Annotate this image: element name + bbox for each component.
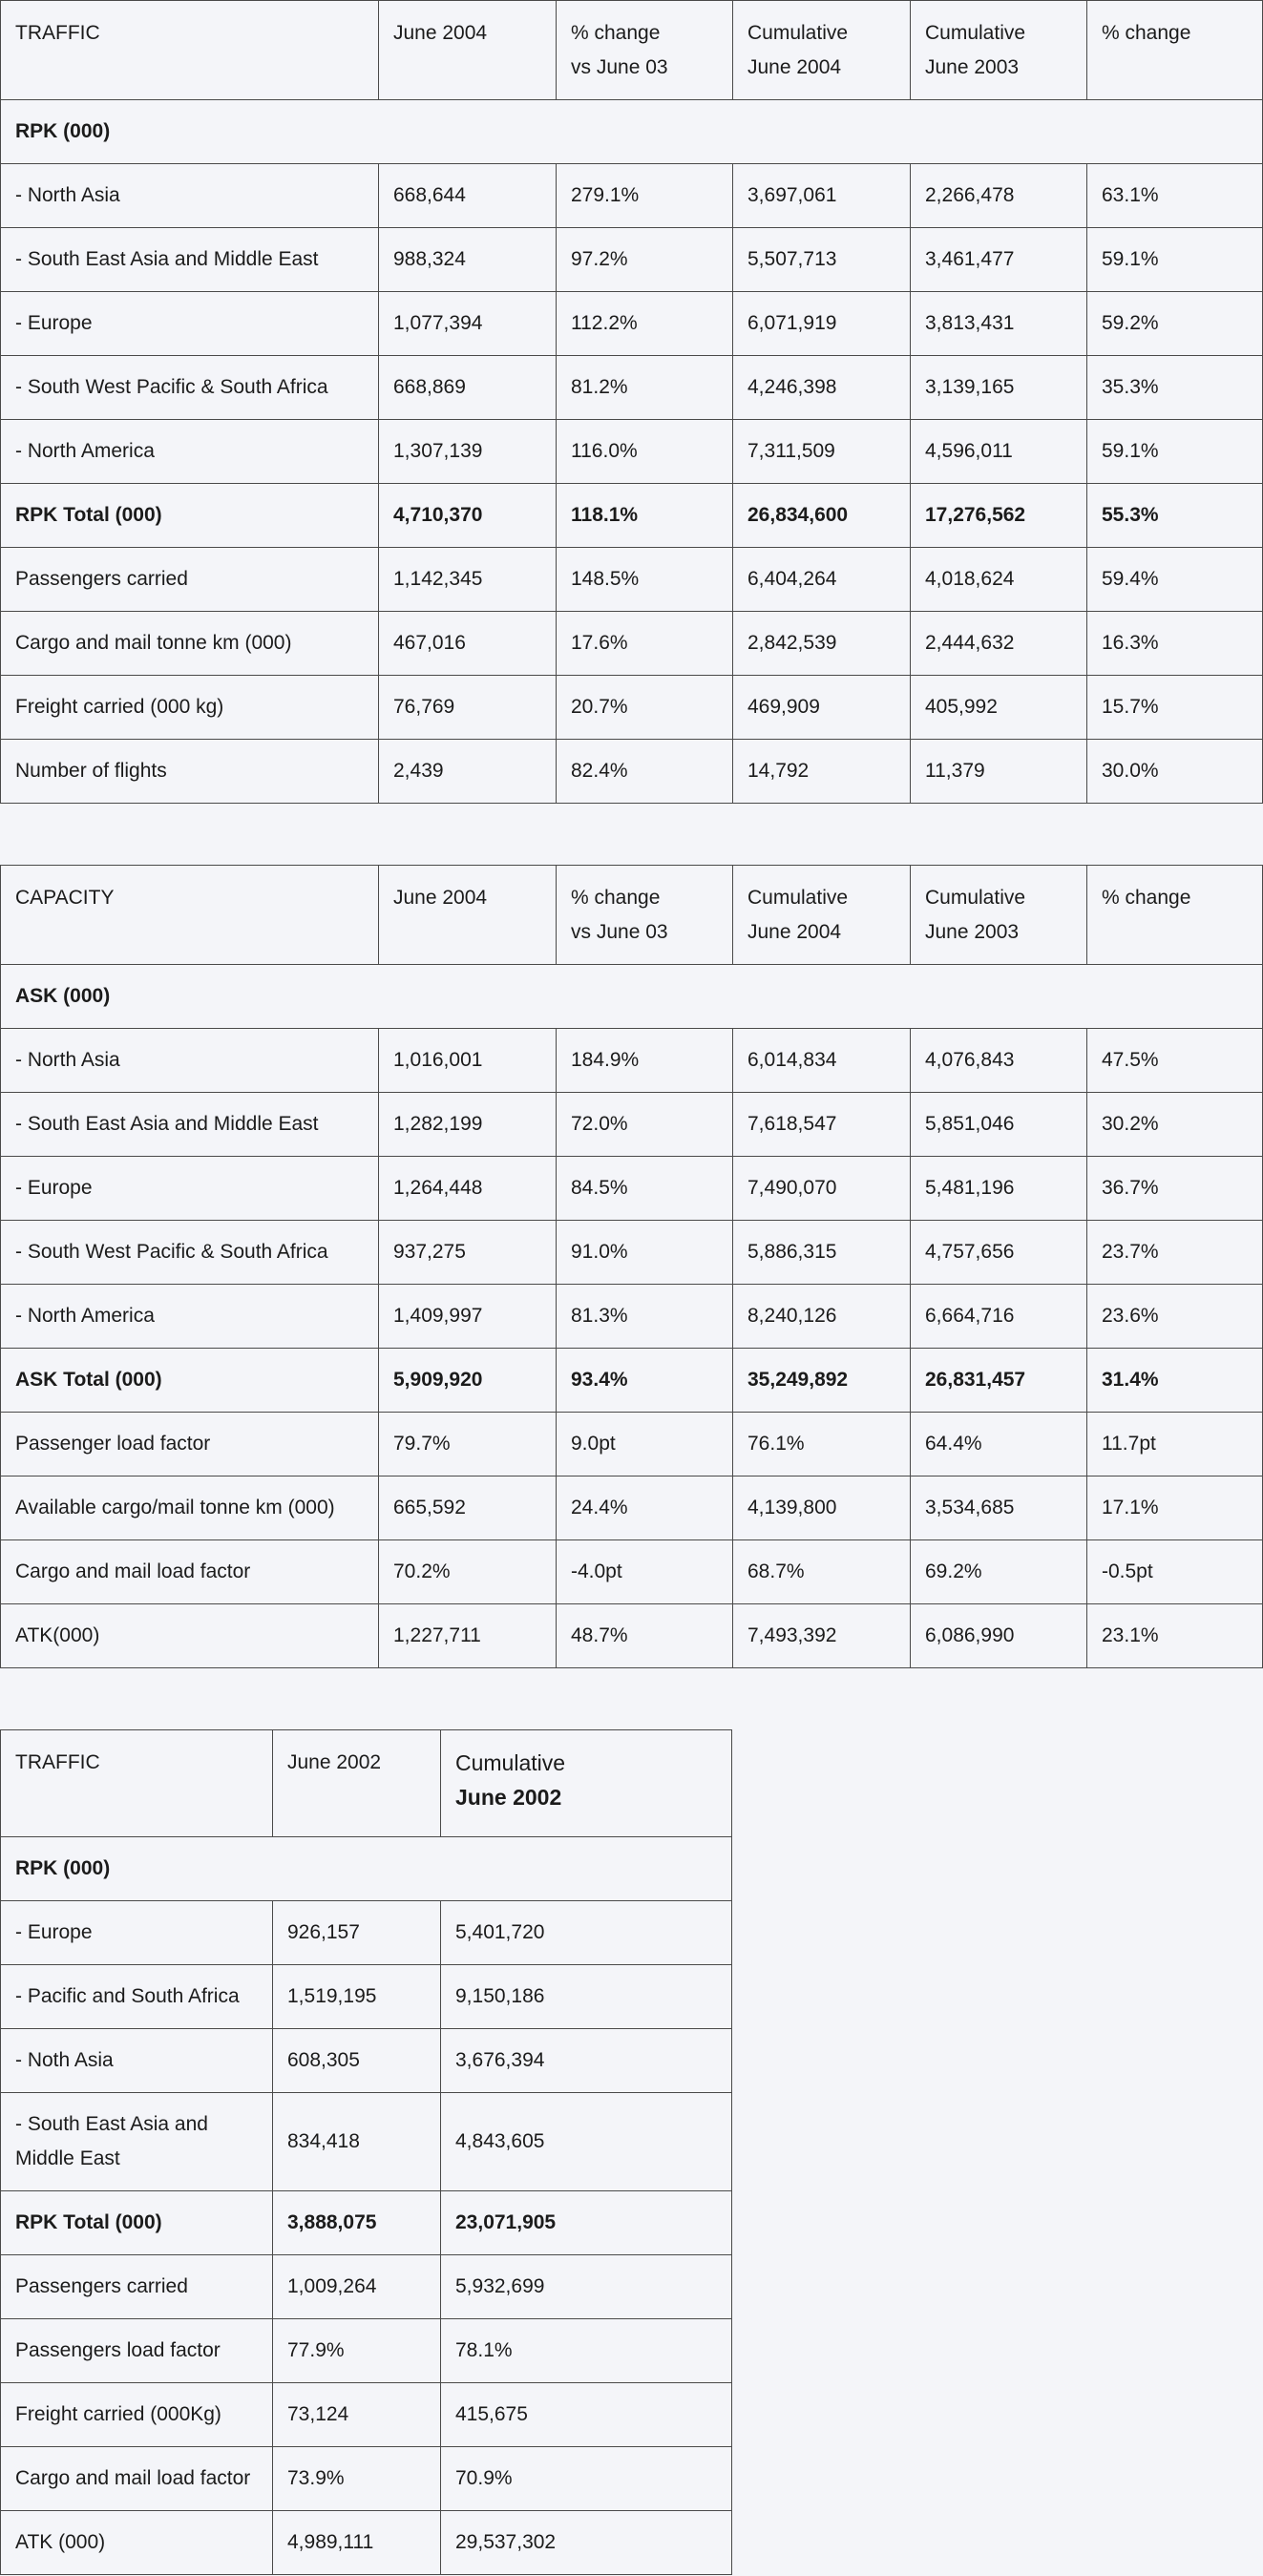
row-label: - Europe: [1, 292, 379, 356]
table-cell: 26,831,457: [911, 1349, 1087, 1413]
header-cell: [379, 866, 557, 965]
table-cell: 668,869: [379, 356, 557, 420]
table-cell: 17.6%: [557, 612, 733, 676]
table-cell: 14,792: [733, 740, 911, 804]
section-row: [1, 965, 1263, 1029]
header-cell: [1, 866, 379, 965]
header-label: % change: [571, 22, 661, 44]
table-cell: 17.1%: [1087, 1476, 1263, 1540]
table-cell: 8,240,126: [733, 1285, 911, 1349]
header-label: vs June 03: [571, 56, 668, 78]
table-cell: 84.5%: [557, 1157, 733, 1221]
table-cell: 1,264,448: [379, 1157, 557, 1221]
table-cell: 116.0%: [557, 420, 733, 484]
table-cell: 23.6%: [1087, 1285, 1263, 1349]
table-row: [1, 612, 1263, 676]
table-cell: 5,909,920: [379, 1349, 557, 1413]
table-cell: 112.2%: [557, 292, 733, 356]
table-cell: 3,139,165: [911, 356, 1087, 420]
table-cell: 1,009,264: [273, 2255, 441, 2319]
table-cell: 23.7%: [1087, 1221, 1263, 1285]
row-label: Freight carried (000Kg): [1, 2383, 273, 2447]
header-label: Cumulative: [747, 22, 849, 44]
table-cell: 148.5%: [557, 548, 733, 612]
header-cell: [441, 1730, 732, 1837]
row-label: Cargo and mail tonne km (000): [1, 612, 379, 676]
table-cell: 469,909: [733, 676, 911, 740]
table-cell: 2,439: [379, 740, 557, 804]
header-label: Cumulative: [925, 887, 1026, 909]
row-label: ASK Total (000): [1, 1349, 379, 1413]
table-cell: 3,534,685: [911, 1476, 1087, 1540]
table-cell: 1,077,394: [379, 292, 557, 356]
header-label: June 2004: [747, 56, 842, 78]
table-cell: 72.0%: [557, 1093, 733, 1157]
table-row: [1, 292, 1263, 356]
table-cell: 29,537,302: [441, 2511, 732, 2575]
header-cell: [911, 1, 1087, 100]
table-cell: 30.0%: [1087, 740, 1263, 804]
table-row: [1, 1221, 1263, 1285]
table-cell: 608,305: [273, 2029, 441, 2093]
header-cell: [1087, 1, 1263, 100]
table-cell: 184.9%: [557, 1029, 733, 1093]
table-row: [1, 1029, 1263, 1093]
table-cell: 4,989,111: [273, 2511, 441, 2575]
section-row: [1, 100, 1263, 164]
table-cell: 5,481,196: [911, 1157, 1087, 1221]
header-cell: [273, 1730, 441, 1837]
table-cell: 4,710,370: [379, 484, 557, 548]
header-cell: [557, 1, 733, 100]
row-label: Passengers load factor: [1, 2319, 273, 2383]
table-cell: 6,014,834: [733, 1029, 911, 1093]
table-cell: 59.1%: [1087, 420, 1263, 484]
row-label: Available cargo/mail tonne km (000): [1, 1476, 379, 1540]
table-row: [1, 228, 1263, 292]
header-label: Cumulative: [925, 22, 1026, 44]
table-cell: 70.9%: [441, 2447, 732, 2511]
row-label: - South East Asia and Middle East: [1, 2093, 273, 2191]
table-row: [1, 2383, 732, 2447]
row-label: RPK Total (000): [1, 2191, 273, 2255]
table-cell: 118.1%: [557, 484, 733, 548]
row-label: - North Asia: [1, 1029, 379, 1093]
row-label: RPK Total (000): [1, 484, 379, 548]
table-row: [1, 2093, 732, 2191]
table-cell: 4,246,398: [733, 356, 911, 420]
table-cell: 9,150,186: [441, 1965, 732, 2029]
table-cell: 3,697,061: [733, 164, 911, 228]
section-label: ASK (000): [1, 965, 1263, 1029]
capacity-table: [0, 865, 1263, 1668]
table-cell: 4,843,605: [441, 2093, 732, 2191]
table-cell: 93.4%: [557, 1349, 733, 1413]
table-cell: 59.4%: [1087, 548, 1263, 612]
header-label: June 2002: [455, 1785, 562, 1810]
table-cell: 47.5%: [1087, 1029, 1263, 1093]
table-cell: 64.4%: [911, 1413, 1087, 1476]
table-row: [1, 676, 1263, 740]
table-row: [1, 1540, 1263, 1604]
header-label: June 2004: [393, 22, 488, 44]
section-label: RPK (000): [1, 1837, 732, 1901]
table-cell: 36.7%: [1087, 1157, 1263, 1221]
table-cell: 3,813,431: [911, 292, 1087, 356]
table-cell: 668,644: [379, 164, 557, 228]
row-label: - Europe: [1, 1901, 273, 1965]
row-label: - North America: [1, 420, 379, 484]
header-label: % change: [1102, 22, 1191, 44]
table-cell: 2,842,539: [733, 612, 911, 676]
table-cell: 76.1%: [733, 1413, 911, 1476]
table-cell: 73,124: [273, 2383, 441, 2447]
table-cell: 4,076,843: [911, 1029, 1087, 1093]
row-label: Passenger load factor: [1, 1413, 379, 1476]
table-header-row: [1, 1, 1263, 100]
row-label: Cargo and mail load factor: [1, 1540, 379, 1604]
table-cell: 5,401,720: [441, 1901, 732, 1965]
table-cell: 4,596,011: [911, 420, 1087, 484]
table-cell: 2,444,632: [911, 612, 1087, 676]
table-cell: -4.0pt: [557, 1540, 733, 1604]
table-cell: 73.9%: [273, 2447, 441, 2511]
table-row: [1, 1476, 1263, 1540]
table-row: [1, 420, 1263, 484]
table-row: [1, 2319, 732, 2383]
table-cell: 81.3%: [557, 1285, 733, 1349]
header-label: June 2003: [925, 921, 1020, 943]
row-label: - South East Asia and Middle East: [1, 1093, 379, 1157]
row-label: - South West Pacific & South Africa: [1, 1221, 379, 1285]
header-cell: [1, 1730, 273, 1837]
header-cell: [733, 866, 911, 965]
row-label: ATK(000): [1, 1604, 379, 1668]
header-label: % change: [1102, 887, 1191, 909]
header-cell: [1087, 866, 1263, 965]
table-cell: 82.4%: [557, 740, 733, 804]
table-cell: 7,618,547: [733, 1093, 911, 1157]
header-label: June 2002: [287, 1751, 382, 1773]
table-cell: 4,139,800: [733, 1476, 911, 1540]
table-cell: 3,461,477: [911, 228, 1087, 292]
table-cell: 97.2%: [557, 228, 733, 292]
table-cell: 937,275: [379, 1221, 557, 1285]
table-cell: 35,249,892: [733, 1349, 911, 1413]
table-row: [1, 356, 1263, 420]
table-cell: 5,932,699: [441, 2255, 732, 2319]
header-cell: [1, 1, 379, 100]
table-row: [1, 164, 1263, 228]
header-label: Cumulative: [747, 887, 849, 909]
table-cell: 415,675: [441, 2383, 732, 2447]
table-cell: 63.1%: [1087, 164, 1263, 228]
table-cell: 11.7pt: [1087, 1413, 1263, 1476]
table-cell: 6,404,264: [733, 548, 911, 612]
header-cell: [733, 1, 911, 100]
total-row: [1, 484, 1263, 548]
row-label: - North America: [1, 1285, 379, 1349]
row-label: Cargo and mail load factor: [1, 2447, 273, 2511]
table-cell: 24.4%: [557, 1476, 733, 1540]
table-cell: 79.7%: [379, 1413, 557, 1476]
table-cell: 70.2%: [379, 1540, 557, 1604]
row-label: - Pacific and South Africa: [1, 1965, 273, 2029]
table-cell: 17,276,562: [911, 484, 1087, 548]
table-cell: 7,493,392: [733, 1604, 911, 1668]
table-cell: 834,418: [273, 2093, 441, 2191]
table-cell: 59.1%: [1087, 228, 1263, 292]
header-label: June 2003: [925, 56, 1020, 78]
table-cell: 279.1%: [557, 164, 733, 228]
table-cell: 55.3%: [1087, 484, 1263, 548]
table-row: [1, 2255, 732, 2319]
table-cell: 1,307,139: [379, 420, 557, 484]
header-label: Cumulative: [455, 1750, 566, 1775]
table-cell: 69.2%: [911, 1540, 1087, 1604]
header-label: vs June 03: [571, 921, 668, 943]
table-cell: 988,324: [379, 228, 557, 292]
table-cell: 3,676,394: [441, 2029, 732, 2093]
table-cell: 48.7%: [557, 1604, 733, 1668]
row-label: - South West Pacific & South Africa: [1, 356, 379, 420]
table-cell: 6,086,990: [911, 1604, 1087, 1668]
table-cell: 1,016,001: [379, 1029, 557, 1093]
table-header-row: [1, 866, 1263, 965]
table-cell: 59.2%: [1087, 292, 1263, 356]
total-row: [1, 1349, 1263, 1413]
table-cell: 4,018,624: [911, 548, 1087, 612]
table-row: [1, 1413, 1263, 1476]
table-row: [1, 2029, 732, 2093]
row-label: Passengers carried: [1, 2255, 273, 2319]
table-row: [1, 1093, 1263, 1157]
table-cell: 11,379: [911, 740, 1087, 804]
table-cell: 467,016: [379, 612, 557, 676]
header-cell: [379, 1, 557, 100]
table-cell: 5,851,046: [911, 1093, 1087, 1157]
table-row: [1, 548, 1263, 612]
row-label: Passengers carried: [1, 548, 379, 612]
header-label: June 2004: [393, 887, 488, 909]
table-cell: 7,490,070: [733, 1157, 911, 1221]
table-cell: 91.0%: [557, 1221, 733, 1285]
table-row: [1, 2447, 732, 2511]
table-cell: 4,757,656: [911, 1221, 1087, 1285]
table-cell: 405,992: [911, 676, 1087, 740]
table-cell: -0.5pt: [1087, 1540, 1263, 1604]
header-label: June 2004: [747, 921, 842, 943]
header-label: CAPACITY: [15, 887, 115, 909]
table-cell: 23,071,905: [441, 2191, 732, 2255]
table-cell: 26,834,600: [733, 484, 911, 548]
table-row: [1, 1604, 1263, 1668]
table-cell: 23.1%: [1087, 1604, 1263, 1668]
table-cell: 20.7%: [557, 676, 733, 740]
traffic-2002-table: [0, 1729, 732, 2575]
table-cell: 76,769: [379, 676, 557, 740]
table-cell: 7,311,509: [733, 420, 911, 484]
table-cell: 6,071,919: [733, 292, 911, 356]
table-row: [1, 740, 1263, 804]
table-cell: 68.7%: [733, 1540, 911, 1604]
header-label: % change: [571, 887, 661, 909]
table-cell: 1,282,199: [379, 1093, 557, 1157]
table-row: [1, 1157, 1263, 1221]
table-cell: 77.9%: [273, 2319, 441, 2383]
section-label: RPK (000): [1, 100, 1263, 164]
header-cell: [557, 866, 733, 965]
header-label: TRAFFIC: [15, 22, 100, 44]
row-label: Number of flights: [1, 740, 379, 804]
table-cell: 30.2%: [1087, 1093, 1263, 1157]
table-cell: 1,142,345: [379, 548, 557, 612]
table-cell: 31.4%: [1087, 1349, 1263, 1413]
table-cell: 16.3%: [1087, 612, 1263, 676]
table-cell: 1,227,711: [379, 1604, 557, 1668]
row-label: - North Asia: [1, 164, 379, 228]
table-cell: 1,409,997: [379, 1285, 557, 1349]
table-cell: 3,888,075: [273, 2191, 441, 2255]
traffic-table: [0, 0, 1263, 804]
section-row: [1, 1837, 732, 1901]
row-label: - South East Asia and Middle East: [1, 228, 379, 292]
table-cell: 5,886,315: [733, 1221, 911, 1285]
table-cell: 926,157: [273, 1901, 441, 1965]
header-cell: [911, 866, 1087, 965]
table-cell: 81.2%: [557, 356, 733, 420]
header-label: TRAFFIC: [15, 1751, 100, 1773]
row-label: - Noth Asia: [1, 2029, 273, 2093]
table-cell: 5,507,713: [733, 228, 911, 292]
table-cell: 35.3%: [1087, 356, 1263, 420]
table-row: [1, 1285, 1263, 1349]
table-row: [1, 1965, 732, 2029]
table-cell: 78.1%: [441, 2319, 732, 2383]
table-cell: 9.0pt: [557, 1413, 733, 1476]
row-label: Freight carried (000 kg): [1, 676, 379, 740]
table-row: [1, 1901, 732, 1965]
row-label: - Europe: [1, 1157, 379, 1221]
table-cell: 1,519,195: [273, 1965, 441, 2029]
table-cell: 15.7%: [1087, 676, 1263, 740]
total-row: [1, 2191, 732, 2255]
table-cell: 2,266,478: [911, 164, 1087, 228]
table-cell: 6,664,716: [911, 1285, 1087, 1349]
table-row: [1, 2511, 732, 2575]
table-header-row: [1, 1730, 732, 1837]
row-label: ATK (000): [1, 2511, 273, 2575]
table-cell: 665,592: [379, 1476, 557, 1540]
